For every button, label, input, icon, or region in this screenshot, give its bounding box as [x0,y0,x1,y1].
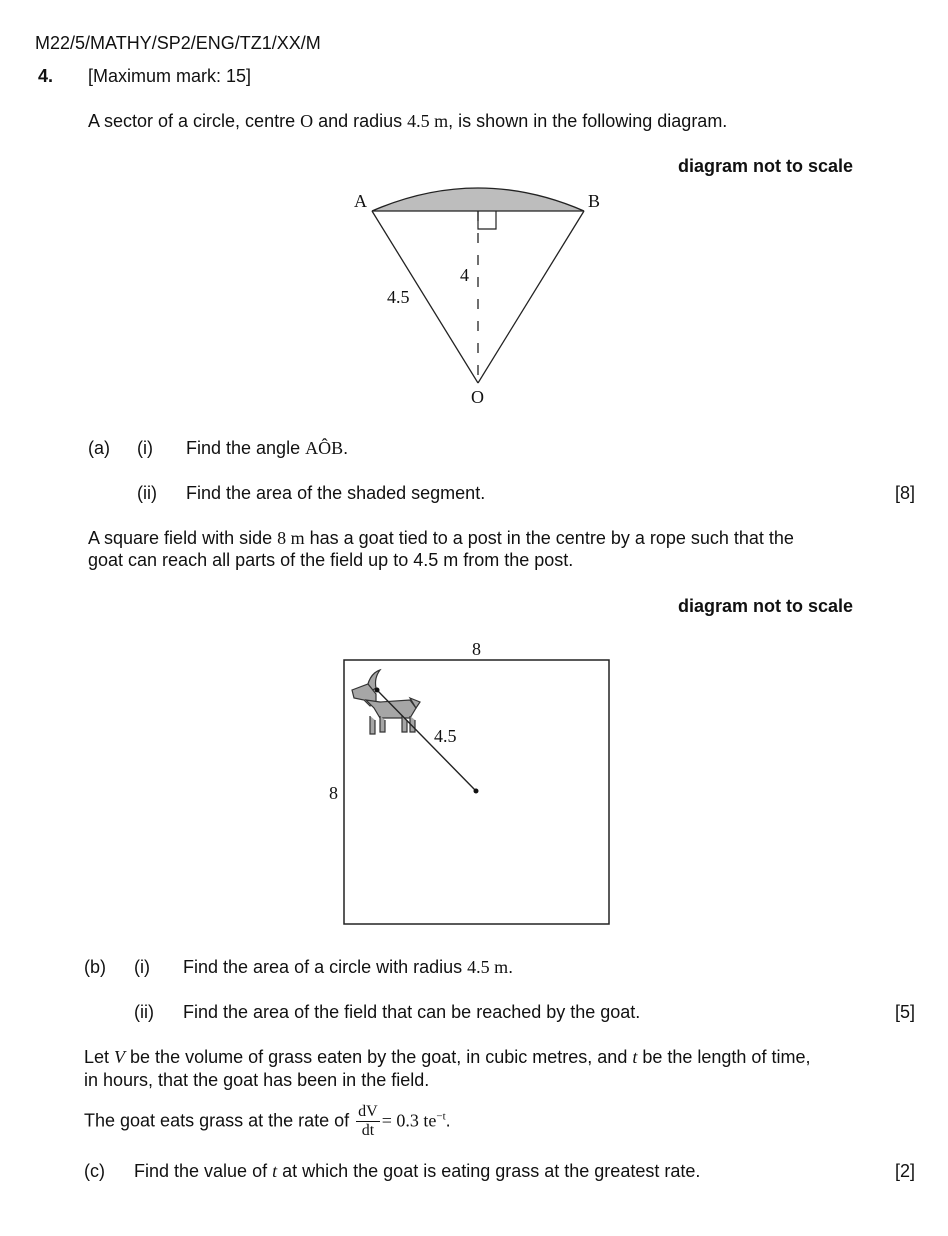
part-b-i-label: (i) [134,957,150,977]
label-height: 4 [460,265,469,285]
sector-diagram [340,175,620,415]
part-a-ii-text: Find the area of the shaded segment. [186,483,486,503]
part-c-label: (c) [84,1161,105,1181]
radius-OB [478,211,584,383]
rate-text: The goat eats grass at the rate of $\frac{dV}{dt}$ = 0.3 $te^{-t}$. [84,1103,451,1139]
diagram-note-1: diagram not to scale [678,156,854,176]
part-a-ii-label: (ii) [137,483,157,503]
label-A: A [354,191,367,211]
part-a-i-label: (i) [137,438,153,458]
rope [377,690,476,791]
field-text-2: goat can reach all parts of the field up to 4.5 m from the post. [88,550,574,570]
part-a-marks: [8] [895,483,916,503]
let-text-1: Let V be the volume of grass eaten by the goat, in cubic metres, and t be the length of time, [84,1047,811,1067]
part-c-text: Find the value of t at which the goat is eating grass at the greatest rate. [134,1161,701,1181]
label-B: B [588,191,601,211]
part-b-ii-text: Find the area of the field that can be reached by the goat. [183,1002,641,1022]
label-side-left: 8 [329,783,338,803]
part-b-i-text: Find the area of a circle with radius 4.5 m. [183,957,514,977]
goat-field-diagram [320,632,620,932]
field-text-1: A square field with side 8 m has a goat tied to a post in the centre by a rope such that the [88,528,794,548]
label-O: O [471,387,484,407]
post-point [474,789,479,794]
label-rope: 4.5 [434,726,457,746]
paper-code: M22/5/MATHY/SP2/ENG/TZ1/XX/M [35,33,321,53]
right-angle-marker [478,211,496,229]
intro-text: A sector of a circle, centre O and radius 4.5 m, is shown in the following diagram. [88,111,728,131]
derivative-fraction: $\frac{dV}{dt}$ [358,1103,378,1139]
question-number: 4. [38,66,54,86]
part-a-i-text: Find the angle AÔB. [186,438,349,458]
rope-end [375,688,380,693]
label-radius: 4.5 [387,287,410,307]
part-b-marks: [5] [895,1002,916,1022]
let-text-2: in hours, that the goat has been in the field. [84,1070,430,1090]
shaded-segment [372,188,584,211]
diagram-note-2: diagram not to scale [678,596,854,616]
label-side-top: 8 [472,639,481,659]
max-mark: [Maximum mark: 15] [88,66,252,86]
part-c-marks: [2] [895,1161,916,1181]
part-b-label: (b) [84,957,106,977]
part-b-ii-label: (ii) [134,1002,154,1022]
part-a-label: (a) [88,438,110,458]
